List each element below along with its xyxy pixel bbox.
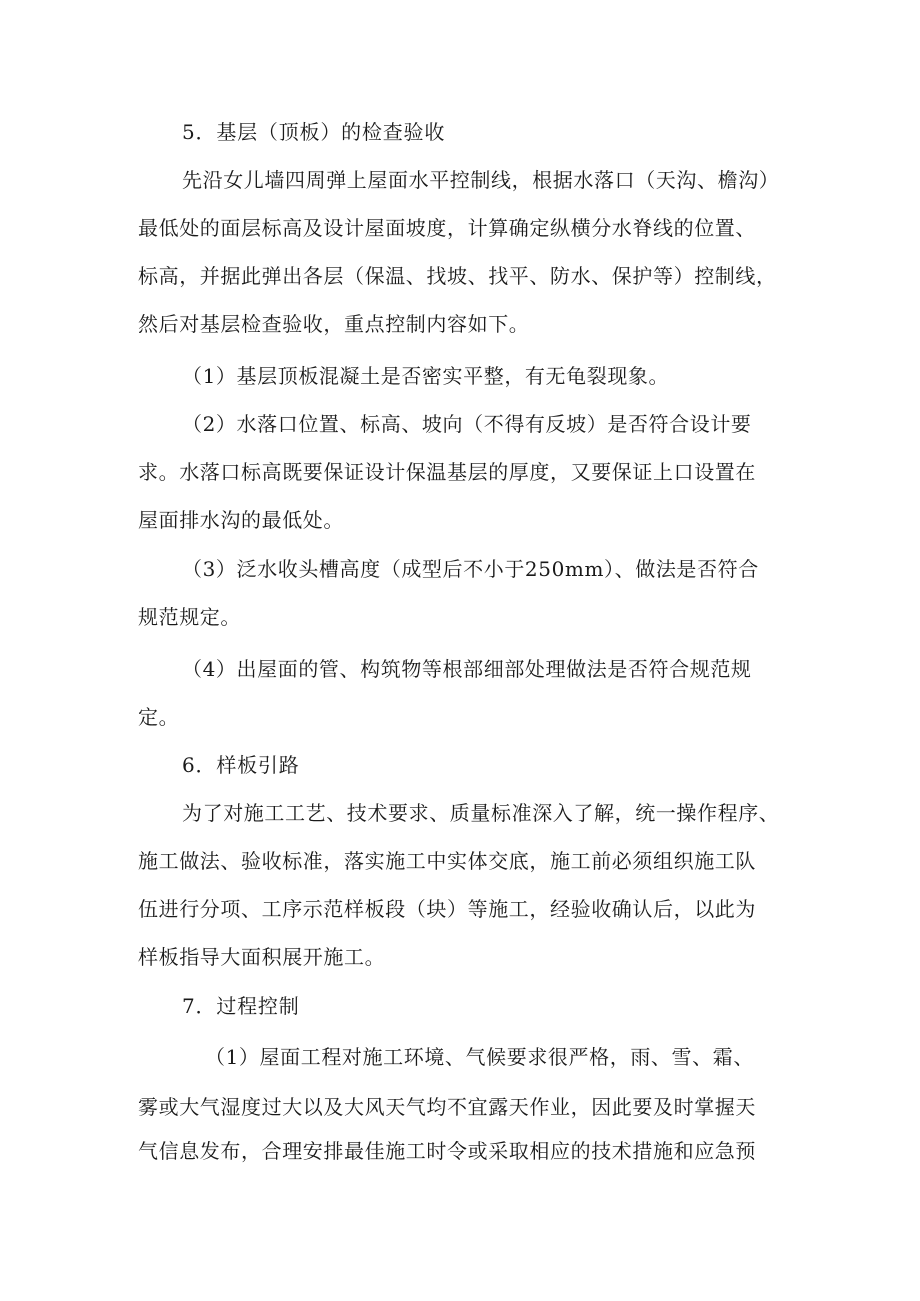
section-7-item-1-line-2: 雾或大气湿度过大以及大风天气均不宜露天作业，因此要及时掌握天 — [138, 1095, 756, 1119]
section-5-item-4-line-1: （4）出屋面的管、构筑物等根部细部处理做法是否符合规范规 — [182, 657, 752, 681]
section-5-item-2-line-2: 求。水落口标高既要保证设计保温基层的厚度，又要保证上口设置在 — [138, 460, 756, 484]
section-7-item-1-line-1: （1）屋面工程对施工环境、气候要求很严格，雨、雪、霜、 — [205, 1045, 754, 1069]
section-7-item-1-line-3: 气信息发布，合理安排最佳施工时令或采取相应的技术措施和应急预 — [138, 1139, 756, 1163]
section-6-body-line-4: 样板指导大面积展开施工。 — [138, 945, 386, 969]
section-5-item-3-line-2: 规范规定。 — [138, 605, 241, 629]
section-5-intro-line-1: 先沿女儿墙四周弹上屋面水平控制线，根据水落口（天沟、檐沟） — [182, 168, 780, 192]
section-5-item-1-line-1: （1）基层顶板混凝土是否密实平整，有无龟裂现象。 — [182, 364, 670, 388]
section-5-item-3-line-1: （3）泛水收头槽高度（成型后不小于250mm）、做法是否符合 — [182, 557, 759, 581]
section-5-intro-line-4: 然后对基层检查验收，重点控制内容如下。 — [138, 312, 530, 336]
section-5-item-4-line-2: 定。 — [138, 705, 180, 729]
section-5-item-2-line-1: （2）水落口位置、标高、坡向（不得有反坡）是否符合设计要 — [182, 412, 752, 436]
section-5-intro-line-3: 标高，并据此弹出各层（保温、找坡、找平、防水、保护等）控制线， — [138, 264, 777, 288]
section-6-body-line-1: 为了对施工工艺、技术要求、质量标准深入了解，统一操作程序、 — [182, 801, 780, 825]
section-5-intro-line-2: 最低处的面层标高及设计屋面坡度，计算确定纵横分水脊线的位置、 — [138, 216, 756, 240]
section-7-heading: 7．过程控制 — [182, 994, 300, 1018]
section-6-heading: 6．样板引路 — [182, 753, 300, 777]
section-6-body-line-3: 伍进行分项、工序示范样板段（块）等施工，经验收确认后，以此为 — [138, 897, 756, 921]
section-5-item-2-line-3: 屋面排水沟的最低处。 — [138, 508, 344, 532]
section-5-heading: 5．基层（顶板）的检查验收 — [182, 120, 446, 144]
section-6-body-line-2: 施工做法、验收标准，落实施工中实体交底，施工前必须组织施工队 — [138, 849, 756, 873]
